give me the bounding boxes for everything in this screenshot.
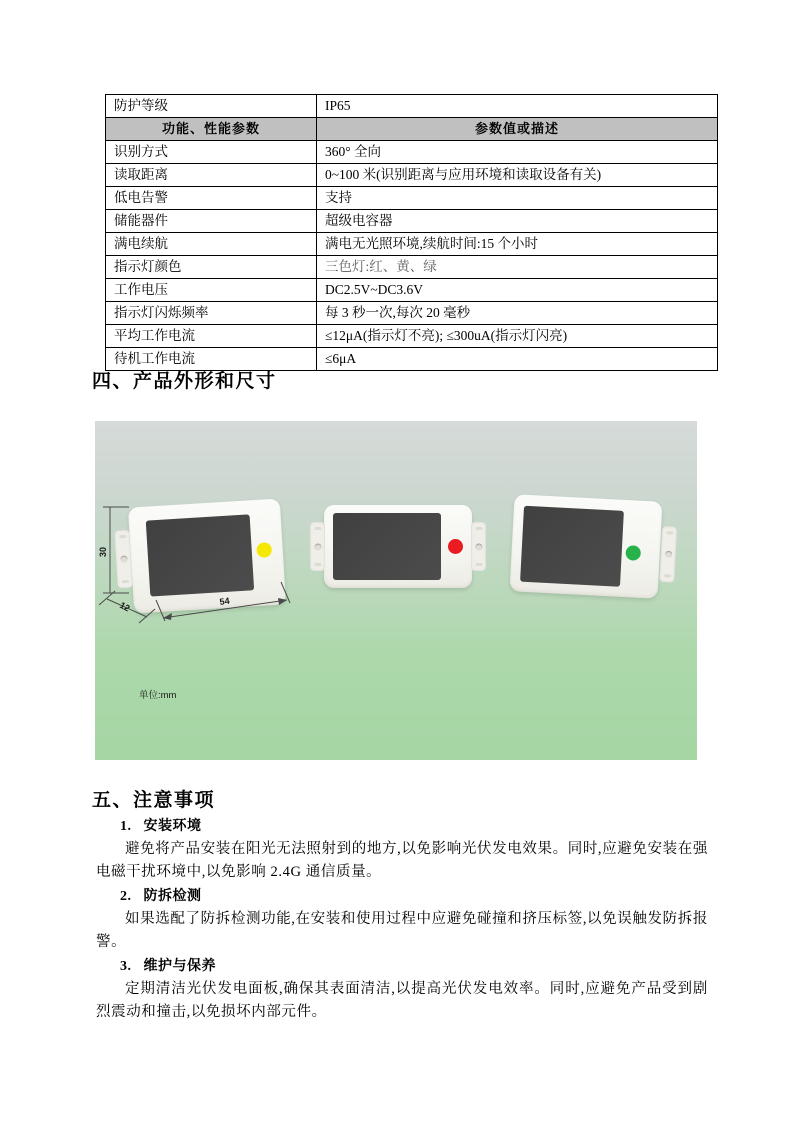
note-title-3 [120, 954, 708, 978]
section4-heading: 四、产品外形和尺寸 [92, 371, 277, 392]
spec-label: 工作电压 [106, 279, 317, 302]
note-title-2 [120, 884, 708, 908]
unit-label: 单位:mm [139, 690, 177, 701]
spec-value: 满电无光照环境,续航时间:15 个小时 [317, 233, 718, 256]
spec-value: DC2.5V~DC3.6V [317, 279, 718, 302]
spec-value: 每 3 秒一次,每次 20 毫秒 [317, 302, 718, 325]
table-header-params: 功能、性能参数 [106, 118, 317, 141]
table-row [106, 279, 718, 302]
spec-value: IP65 [317, 95, 718, 118]
spec-value: ≤6μA [317, 348, 718, 371]
spec-label: 储能器件 [106, 210, 317, 233]
table-row [106, 164, 718, 187]
table-row [106, 210, 718, 233]
spec-label: 平均工作电流 [106, 325, 317, 348]
table-header-row [106, 118, 718, 141]
spec-value: 三色灯:红、黄、绿 [317, 256, 718, 279]
note-body-3: 定期清洁光伏发电面板,确保其表面清洁,以提高光伏发电效率。同时,应避免产品受到剧烈震动和撞击,以免损坏内部元件。 [96, 981, 708, 1020]
spec-label: 防护等级 [106, 95, 317, 118]
spec-value: 360° 全向 [317, 141, 718, 164]
note-number: 1. [120, 819, 132, 834]
note-number: 2. [120, 889, 132, 904]
note-body-1: 避免将产品安装在阳光无法照射到的地方,以免影响光伏发电效果。同时,应避免安装在强电磁干扰环境中,以免影响 2.4G 通信质量。 [96, 841, 708, 880]
table-row [106, 302, 718, 325]
spec-value: 0~100 米(识别距离与应用环境和读取设备有关) [317, 164, 718, 187]
table-row [106, 325, 718, 348]
product-figure [95, 421, 697, 760]
dim-height-label: 30 [98, 546, 108, 557]
dim-depth-label: 12 [118, 599, 132, 614]
spec-value: 超级电容器 [317, 210, 718, 233]
spec-label: 低电告警 [106, 187, 317, 210]
table-row [106, 141, 718, 164]
table-row [106, 233, 718, 256]
spec-table [105, 94, 718, 371]
table-header-value: 参数值或描述 [317, 118, 718, 141]
spec-label: 满电续航 [106, 233, 317, 256]
section5-heading: 五、注意事项 [92, 790, 216, 811]
note-body-2: 如果选配了防拆检测功能,在安装和使用过程中应避免碰撞和挤压标签,以免误触发防拆报警。 [96, 911, 708, 950]
spec-label: 待机工作电流 [106, 348, 317, 371]
note-number: 3. [120, 959, 132, 974]
dim-width-label: 54 [218, 595, 231, 607]
note-title-text: 安装环境 [143, 817, 202, 833]
note-title-1 [120, 814, 708, 838]
spec-value: ≤12μA(指示灯不亮); ≤300uA(指示灯闪亮) [317, 325, 718, 348]
table-row [106, 256, 718, 279]
table-row [106, 95, 718, 118]
spec-label: 识别方式 [106, 141, 317, 164]
spec-label: 指示灯闪烁频率 [106, 302, 317, 325]
spec-label: 读取距离 [106, 164, 317, 187]
note-title-text: 防拆检测 [143, 887, 202, 903]
note-title-text: 维护与保养 [143, 957, 216, 973]
dimension-lines [95, 421, 697, 760]
spec-label: 指示灯颜色 [106, 256, 317, 279]
notes-section [96, 814, 708, 1024]
spec-value: 支持 [317, 187, 718, 210]
table-row [106, 187, 718, 210]
